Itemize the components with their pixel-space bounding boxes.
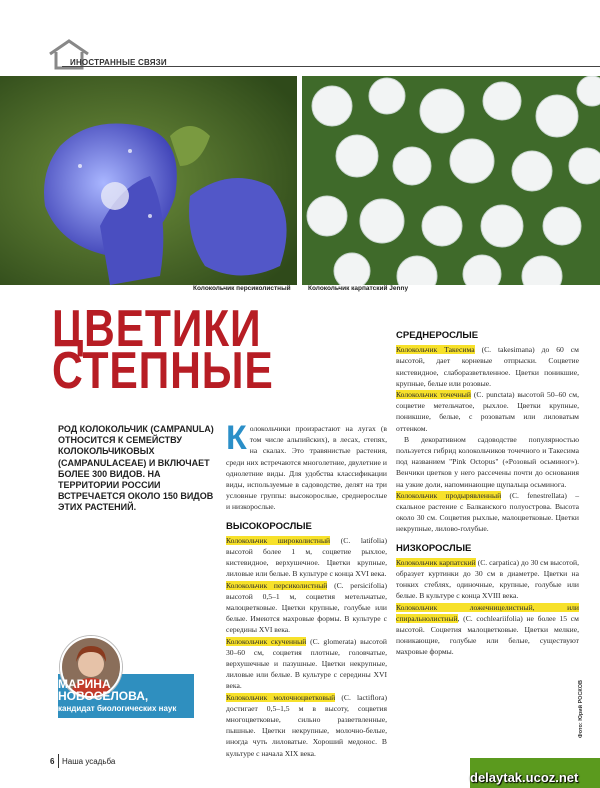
species-entry bbox=[396, 557, 579, 602]
species-text: (C. takesimana) до 60 см высотой, дает корневые отпрыски. Соцветие кистевидное, слаборазветвленное. Цветки поникшие, крупные, белые или розовые. bbox=[396, 345, 579, 388]
paragraph bbox=[396, 434, 579, 490]
author-name bbox=[58, 678, 148, 702]
species-text: (C. carpatica) до 30 см высотой, образует куртинки до 30 см в диаметре. Цветки на тонких стеблях, одиночные, крупные, голубые или белые. В культуре с конца XVIII века. bbox=[396, 557, 579, 601]
intro-text: олокольчики произрастают на лугах (в том числе альпийских), в лесах, степях, на скалах. Это травянистые растения, среди них встречаются многолетние, двулетние и однолетние виды. Для удобства классификации виды, используемые в садоводстве, делят на три условные группы: высокорослые, среднерослые и низкорослые. bbox=[226, 424, 387, 512]
article-column-right bbox=[396, 322, 579, 658]
species-name: Колокольчик Такесима bbox=[396, 345, 475, 355]
heading-medium: СРЕДНЕРОСЛЫЕ bbox=[396, 330, 479, 341]
species-text: (C. latifolia) высотой более 1 м, соцветие рыхлое, кистевидное, верхушечное. Цветки крупные, лиловые или белые. В культуре с конца XVI века. bbox=[226, 535, 387, 579]
species-name: Колокольчик карпатский bbox=[396, 557, 476, 567]
species-text: (C. fenestrellata) – скальное растение с Балканского полуострова. Высота около 30 см. Соцветия рыхлые, малоцветковые. Цветки некрупные, лилово-голубые. bbox=[396, 490, 579, 534]
paragraph-text: В декоративном садоводстве популярностью пользуется гибрид колокольчиков точечного и Такесима под названием "Pink Octopus" («Розовый осьминог»). Венчики цветков у него рассечены почти до основания на узкие доли, напоминающие щупальца осьминога. bbox=[396, 434, 579, 489]
species-name: Колокольчик молочноцветковый bbox=[226, 692, 336, 702]
species-entry bbox=[396, 389, 579, 434]
article-title-line-2: СТЕПНЫЕ bbox=[52, 342, 274, 400]
house-icon bbox=[46, 38, 92, 74]
author-last-name: НОВОСЕЛОВА, bbox=[58, 689, 149, 703]
footer-divider bbox=[58, 754, 59, 768]
species-text: , (C. cochleariifolia) не более 15 см высотой. Соцветия малоцветковые. Цветки мелкие, поникающие, голубые или белые, существуют махровые формы. bbox=[396, 613, 579, 657]
magazine-name: Наша усадьба bbox=[62, 757, 116, 766]
species-entry bbox=[226, 692, 387, 759]
species-name: Колокольчик точечный bbox=[396, 390, 471, 400]
photo-campanula-persicifolia bbox=[0, 76, 297, 285]
species-text: (C. glomerata) высотой 30–60 см, соцветия плотные, головчатые, верхушечные и пазушные. Цветки некрупные, лиловые или белые. В культуре с середины XVI века. bbox=[226, 636, 387, 691]
species-name: Колокольчик ложечницелистный, или спиральнолистный bbox=[396, 602, 579, 623]
species-text: (C. persicifolia) высотой 0,5–1 м, соцветия метельчатые, малоцветковые. Цветки крупные, голубые или белые. Имеются махровые формы. В культуре с середины XVI века. bbox=[226, 580, 387, 635]
species-entry bbox=[226, 535, 387, 580]
heading-tall: ВЫСОКОРОСЛЫЕ bbox=[226, 520, 312, 532]
species-entry bbox=[396, 344, 579, 389]
species-text: (C. punctata) высотой 50–60 см, соцветие метельчатое, рыхлое. Цветки крупные, поникшие, белые, с розоватым или лиловатым оттенком. bbox=[396, 390, 579, 433]
species-text: (C. lactiflora) достигает 0,5–1,5 м в высоту, соцветия многоцветковые, сильно разветвленные, пышные. Цветки некрупные, молочно-белые, иногда чуть лиловатые. Хороший медонос. В культуре с начала XIX века. bbox=[226, 692, 387, 758]
species-name: Колокольчик продырявленный bbox=[396, 490, 502, 500]
article-column-middle bbox=[226, 419, 387, 759]
species-entry bbox=[226, 636, 387, 692]
species-entry bbox=[396, 490, 579, 535]
watermark: delaytak.ucoz.net bbox=[470, 770, 579, 785]
photo-caption-right: Колокольчик карпатский Jenny bbox=[308, 285, 409, 292]
species-name: Колокольчик скученный bbox=[226, 636, 307, 646]
photo-caption-left: Колокольчик персиколистный bbox=[193, 285, 291, 292]
section-label: ИНОСТРАННЫЕ СВЯЗИ bbox=[70, 58, 167, 67]
lead-paragraph: РОД КОЛОКОЛЬЧИК (CAMPANULA) ОТНОСИТСЯ К СЕМЕЙСТВУ КОЛОКОЛЬЧИКОВЫХ (CAMPANULACEAE) И ВКЛЮЧАЕТ БОЛЕЕ 300 ВИДОВ. НА ТЕРРИТОРИИ РОССИИ ВСТРЕЧАЕТСЯ ОКОЛО 150 ВИДОВ ЭТИХ РАСТЕНИЙ. bbox=[58, 424, 214, 513]
heading-low: НИЗКОРОСЛЫЕ bbox=[396, 542, 472, 554]
photo-campanula-carpatica bbox=[302, 76, 600, 285]
species-entry bbox=[396, 602, 579, 658]
page-number: 6 bbox=[50, 757, 55, 766]
intro-paragraph bbox=[226, 419, 387, 513]
species-name: Колокольчик широколистный bbox=[226, 535, 331, 545]
article-title-line-1: ЦВЕТИКИ bbox=[52, 300, 262, 358]
species-entry bbox=[226, 580, 387, 636]
drop-cap: К bbox=[226, 419, 247, 457]
author-title: кандидат биологических наук bbox=[58, 704, 177, 713]
author-first-name: МАРИНА bbox=[58, 677, 111, 691]
species-name: Колокольчик персиколистный bbox=[226, 580, 328, 590]
photo-credit: Фото: Юрий РОСКОВ bbox=[578, 679, 584, 738]
